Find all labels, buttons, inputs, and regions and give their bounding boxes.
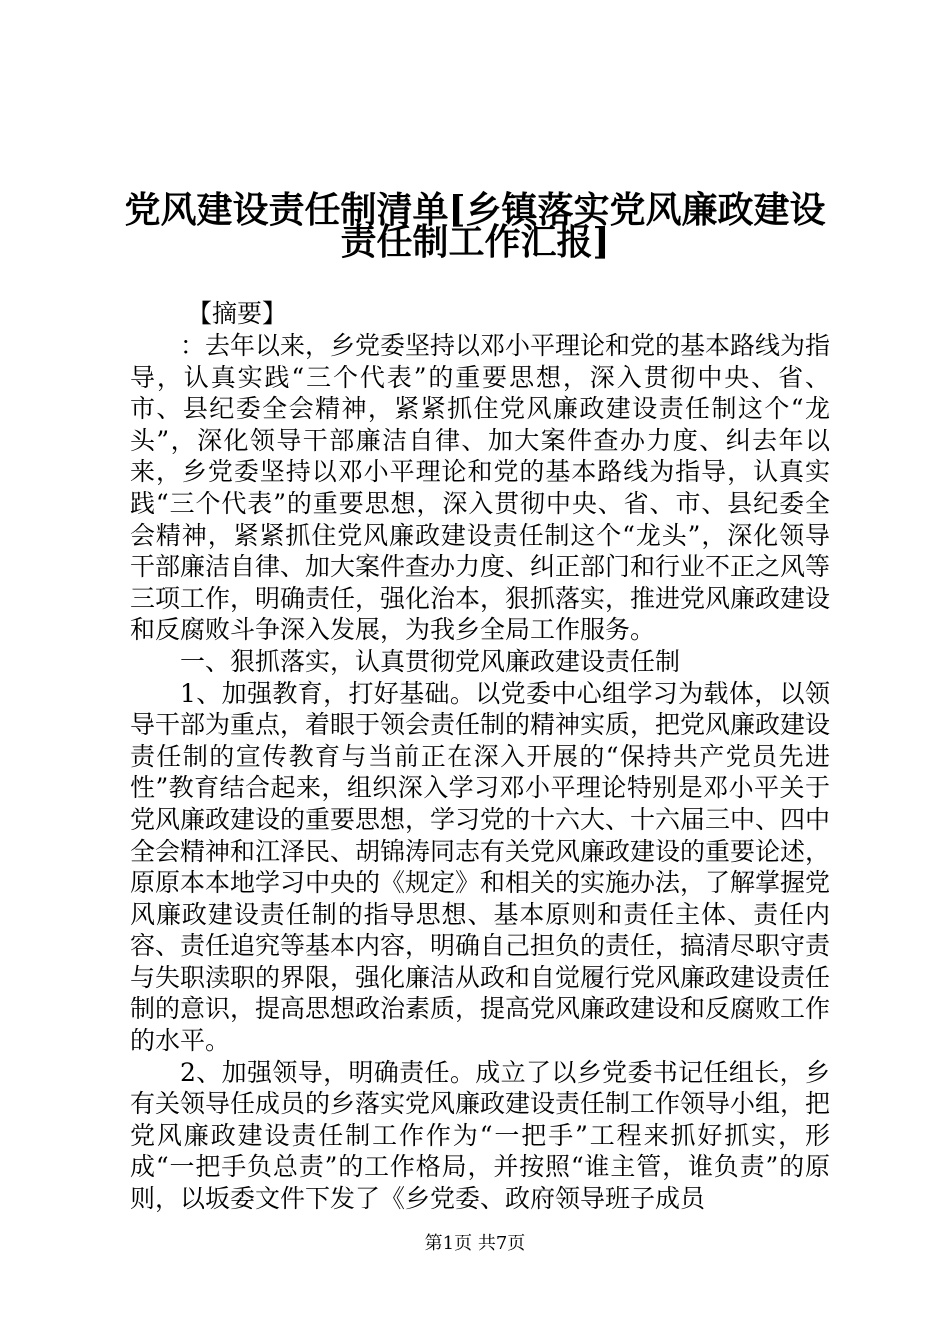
paragraph-item-1: 1、加强教育，打好基础。以党委中心组学习为载体，以领导干部为重点，着眼于领会责任制的精神实质，把党风廉政建设责任制的宣传教育与当前正在深入开展的“保持共产党员先进性”教育结合起来，组织深入学习邓小平理论特别是邓小平关于党风廉政建设的重要思想，学习党的十六大、十六届三中、四中全会精神和江泽民、胡锦涛同志有关党风廉政建设的重要论述，原原本本地学习中央的《规定》和相关的实施办法，了解掌握党风廉政建设责任制的指导思想、基本原则和责任主体、责任内容、责任追究等基本内容，明确自己担负的责任，搞清尽职守责与失职渎职的界限，强化廉洁从政和自觉履行党风廉政建设责任制的意识，提高思想政治素质，提高党风廉政建设和反腐败工作的水平。	[130, 678, 831, 1056]
page-number-footer: 第1页 共7页	[424, 1233, 526, 1254]
document-title-line1: 党风建设责任制清单[乡镇落实党风廉政建设	[124, 189, 826, 231]
abstract-label: 【摘要】	[187, 299, 288, 328]
paragraph-item-2: 2、加强领导，明确责任。成立了以乡党委书记任组长，乡有关领导任成员的乡落实党风廉政建设责任制工作领导小组，把党风廉政建设责任制工作作为“一把手”工程来抓好抓实，形成“一把手负总责”的工作格局，并按照“谁主管，谁负责”的原则，以坂委文件下发了《乡党委、政府领导班子成员	[130, 1057, 831, 1214]
paragraph-section-heading-1: 一、狠抓落实，认真贯彻党风廉政建设责任制	[180, 646, 681, 676]
paragraph-abstract: ：去年以来，乡党委坚持以邓小平理论和党的基本路线为指导，认真实践“三个代表”的重要思想，深入贯彻中央、省、市、县纪委全会精神，紧紧抓住党风廉政建设责任制这个“龙头”，深化领导干部廉洁自律、加大案件查办力度、纠去年以来，乡党委坚持以邓小平理论和党的基本路线为指导，认真实践“三个代表”的重要思想，深入贯彻中央、省、市、县纪委全会精神，紧紧抓住党风廉政建设责任制这个“龙头”，深化领导干部廉洁自律、加大案件查办力度、纠正部门和行业不正之风等三项工作，明确责任，强化治本，狠抓落实，推进党风廉政建设和反腐败斗争深入发展，为我乡全局工作服务。	[130, 331, 831, 645]
document-body	[130, 330, 830, 1215]
document-title-line2: 责任制工作汇报]	[340, 221, 610, 263]
